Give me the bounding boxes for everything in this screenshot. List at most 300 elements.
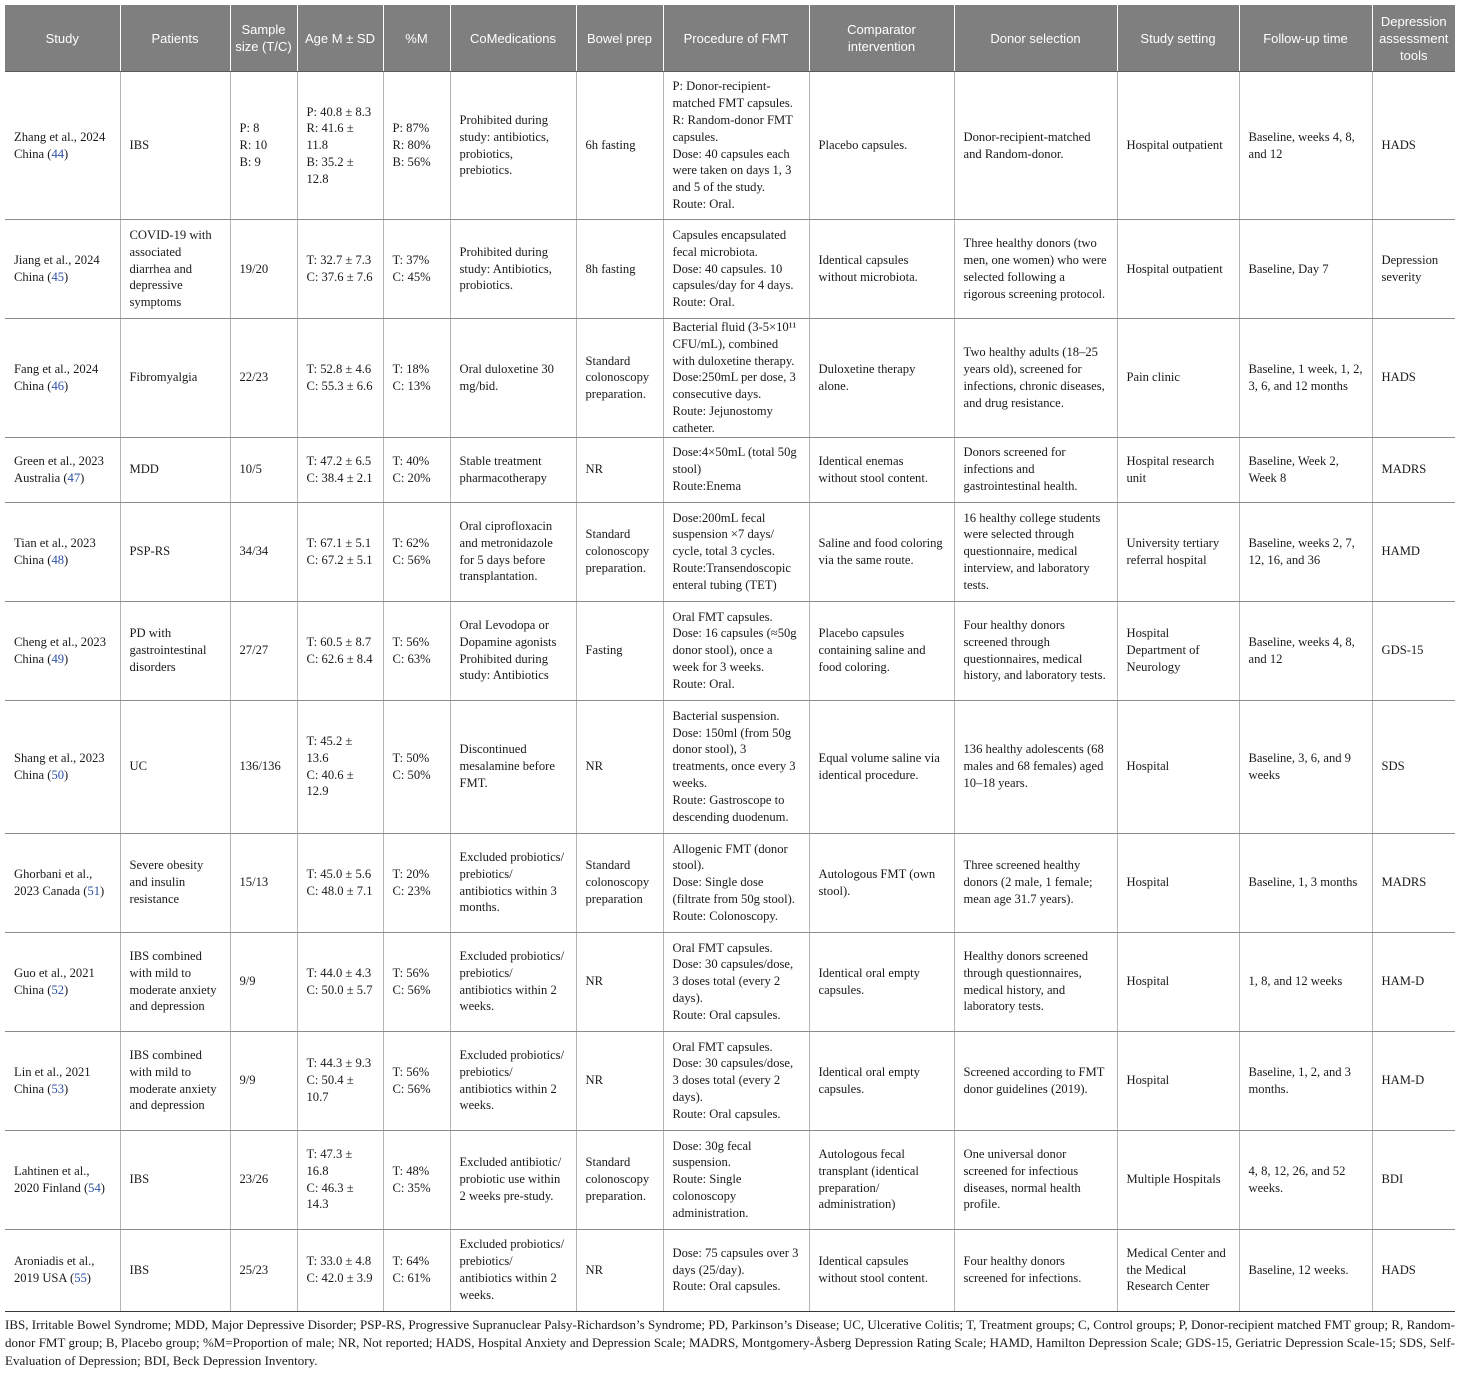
- procedure-cell: [663, 1229, 809, 1311]
- donor-selection-cell: Three healthy donors (two men, one women) who were selected following a rigorous screening protocol.: [954, 220, 1117, 319]
- age-cell: [297, 72, 383, 220]
- depression-tools-cell: HAM-D: [1372, 932, 1455, 1031]
- cell-line: 136/136: [239, 759, 281, 774]
- patients-cell: MDD: [120, 437, 230, 502]
- comparator-cell: Duloxetine therapy alone.: [809, 319, 954, 438]
- cell-line: R: 41.6 ± 11.8: [306, 121, 354, 153]
- study-setting-cell: Medical Center and the Medical Research Center: [1117, 1229, 1239, 1311]
- donor-selection-cell: Screened according to FMT donor guidelines (2019).: [954, 1031, 1117, 1130]
- comedications-cell: Prohibited during study: Antibiotics, probiotics.: [450, 220, 576, 319]
- cell-line: Dose: 150ml (from 50g donor stool), 3 treatments, once every 3 weeks.: [672, 725, 796, 790]
- follow-up-cell: Baseline, weeks 4, 8, and 12: [1239, 72, 1372, 220]
- age-cell: [297, 319, 383, 438]
- patients-cell: IBS: [120, 1130, 230, 1229]
- cell-line: R: 10: [239, 138, 268, 153]
- male-pct-cell: [383, 72, 450, 220]
- bowel-prep-cell: Standard colonoscopy preparation.: [576, 502, 663, 601]
- table-footnote: IBS, Irritable Bowel Syndrome; MDD, Major Depressive Disorder; PSP-RS, Progressive Supranuclear Palsy-Richardson’s Syndrome; PD, Parkinson’s Disease; UC, Ulcerative Colitis; T, Treatment groups; C, Control groups; P, Donor-recipient matched FMT group; R, Random-donor FMT group; B, Placebo group; %M=Proportion of male; NR, Not reported; HADS, Hospital Anxiety and Depression Scale; MADRS, Montgomery-Åsberg Depression Rating Scale; HAMD, Hamilton Depression Scale; GDS-15, Geriatric Depression Scale-15; SDS, Self-Evaluation of Depression; BDI, Beck Depression Inventory.: [5, 1316, 1455, 1368]
- cell-line: 25/23: [239, 1262, 269, 1277]
- col-header-male-pct: %M: [383, 5, 450, 72]
- follow-up-cell: Baseline, weeks 2, 7, 12, 16, and 36: [1239, 502, 1372, 601]
- male-pct-cell: [383, 700, 450, 833]
- comparator-cell: Autologous FMT (own stool).: [809, 833, 954, 932]
- cell-line: B: 9: [239, 154, 261, 169]
- study-cell: Fang et al., 2024 China (46): [5, 319, 120, 438]
- table-body: [5, 72, 1455, 1312]
- table-row: [5, 319, 1455, 438]
- cell-line: Route:Transendoscopic enteral tubing (TET): [672, 560, 791, 592]
- male-pct-cell: [383, 1031, 450, 1130]
- cell-line: R: 80%: [392, 138, 431, 153]
- study-setting-cell: Hospital: [1117, 700, 1239, 833]
- patients-cell: COVID-19 with associated diarrhea and depressive symptoms: [120, 220, 230, 319]
- study-setting-cell: Hospital: [1117, 932, 1239, 1031]
- cell-line: T: 40%: [392, 453, 430, 468]
- age-cell: [297, 1229, 383, 1311]
- procedure-cell: [663, 502, 809, 601]
- reference-link[interactable]: 50: [51, 767, 65, 782]
- reference-link[interactable]: 44: [51, 146, 65, 161]
- cell-line: Oral FMT capsules.: [672, 940, 773, 955]
- cell-line: 34/34: [239, 544, 269, 559]
- sample-size-cell: [230, 700, 297, 833]
- bowel-prep-cell: Standard colonoscopy preparation: [576, 833, 663, 932]
- cell-line: Dose: 40 capsules each were taken on days 1, 3 and 5 of the study.: [672, 146, 792, 195]
- donor-selection-cell: 136 healthy adolescents (68 males and 68 females) aged 10–18 years.: [954, 700, 1117, 833]
- patients-cell: Severe obesity and insulin resistance: [120, 833, 230, 932]
- male-pct-cell: [383, 601, 450, 700]
- cell-line: T: 50%: [392, 750, 430, 765]
- patients-cell: IBS combined with mild to moderate anxiety and depression: [120, 932, 230, 1031]
- comparator-cell: Equal volume saline via identical procedure.: [809, 700, 954, 833]
- cell-line: Capsules encapsulated fecal microbiota.: [672, 228, 787, 259]
- study-setting-cell: Hospital outpatient: [1117, 72, 1239, 220]
- procedure-cell: [663, 319, 809, 438]
- depression-tools-cell: HAM-D: [1372, 1031, 1455, 1130]
- cell-line: C: 45%: [392, 270, 431, 284]
- study-name: Cheng et al., 2023 China: [14, 634, 106, 666]
- study-name: Fang et al., 2024 China: [14, 361, 99, 393]
- table-row: [5, 1130, 1455, 1229]
- cell-line: Allogenic FMT (donor stool).: [672, 841, 788, 873]
- sample-size-cell: [230, 220, 297, 319]
- reference-link[interactable]: 52: [51, 982, 65, 997]
- bowel-prep-cell: NR: [576, 437, 663, 502]
- cell-line: 22/23: [239, 370, 269, 385]
- cell-line: C: 50%: [392, 767, 431, 782]
- procedure-cell: [663, 220, 809, 319]
- comparator-cell: Identical capsules without microbiota.: [809, 220, 954, 319]
- header-row: [5, 5, 1455, 72]
- col-header-depression-tools: Depression assessment tools: [1372, 5, 1455, 72]
- bowel-prep-cell: NR: [576, 1229, 663, 1311]
- study-cell: Tian et al., 2023 China (48): [5, 502, 120, 601]
- cell-line: 15/13: [239, 875, 269, 890]
- cell-line: T: 44.3 ± 9.3: [306, 1056, 372, 1071]
- depression-tools-cell: Depression severity: [1372, 220, 1455, 319]
- male-pct-cell: [383, 220, 450, 319]
- cell-line: T: 48%: [392, 1163, 430, 1178]
- col-header-donor-selection: Donor selection: [954, 5, 1117, 72]
- study-name: Zhang et al., 2024 China: [14, 129, 106, 161]
- sample-size-cell: [230, 1031, 297, 1130]
- male-pct-cell: [383, 437, 450, 502]
- cell-line: C: 35%: [392, 1180, 431, 1195]
- cell-line: Route: Jejunostomy catheter.: [672, 403, 773, 435]
- cell-line: T: 60.5 ± 8.7: [306, 634, 372, 649]
- procedure-cell: [663, 700, 809, 833]
- comparator-cell: Identical enemas without stool content.: [809, 437, 954, 502]
- depression-tools-cell: HADS: [1372, 1229, 1455, 1311]
- reference-link[interactable]: 49: [51, 651, 65, 666]
- col-header-follow-up: Follow-up time: [1239, 5, 1372, 72]
- cell-line: 27/27: [239, 643, 269, 658]
- study-cell: Lahtinen et al., 2020 Finland (54): [5, 1130, 120, 1229]
- cell-line: Route: Oral.: [672, 295, 735, 310]
- study-name: Guo et al., 2021 China: [14, 965, 95, 997]
- cell-line: Oral FMT capsules.: [672, 609, 773, 624]
- cell-line: C: 23%: [392, 883, 431, 898]
- reference-link[interactable]: 46: [51, 378, 65, 393]
- cell-line: Route: Oral capsules.: [672, 1106, 781, 1121]
- cell-line: Dose: 40 capsules. 10 capsules/day for 4 days.: [672, 261, 794, 293]
- cell-line: T: 47.3 ± 16.8: [306, 1146, 353, 1178]
- study-characteristics-table: [5, 5, 1455, 1312]
- cell-line: T: 62%: [392, 535, 430, 550]
- sample-size-cell: [230, 1229, 297, 1311]
- donor-selection-cell: Two healthy adults (18–25 years old), screened for infections, chronic diseases, and drug resistance.: [954, 319, 1117, 438]
- cell-line: T: 56%: [392, 965, 430, 980]
- cell-line: P: 87%: [392, 121, 430, 136]
- sample-size-cell: [230, 833, 297, 932]
- comparator-cell: Placebo capsules containing saline and food coloring.: [809, 601, 954, 700]
- cell-line: 10/5: [239, 462, 262, 477]
- table-container: [5, 5, 1455, 1370]
- age-cell: [297, 833, 383, 932]
- study-name: Tian et al., 2023 China: [14, 535, 96, 567]
- study-name: Shang et al., 2023 China: [14, 750, 105, 782]
- cell-line: T: 32.7 ± 7.3: [306, 253, 372, 268]
- comedications-cell: Oral duloxetine 30 mg/bid.: [450, 319, 576, 438]
- comparator-cell: Identical capsules without stool content.: [809, 1229, 954, 1311]
- cell-line: T: 33.0 ± 4.8: [306, 1254, 372, 1269]
- study-name: Lin et al., 2021 China: [14, 1064, 91, 1096]
- donor-selection-cell: One universal donor screened for infectious diseases, normal health profile.: [954, 1130, 1117, 1229]
- col-header-study: Study: [5, 5, 120, 72]
- sample-size-cell: [230, 1130, 297, 1229]
- col-header-comedications: CoMedications: [450, 5, 576, 72]
- donor-selection-cell: Four healthy donors screened for infections.: [954, 1229, 1117, 1311]
- sample-size-cell: [230, 932, 297, 1031]
- cell-line: B: 56%: [392, 154, 431, 169]
- table-row: [5, 502, 1455, 601]
- cell-line: C: 56%: [392, 1081, 431, 1096]
- cell-line: C: 42.0 ± 3.9: [306, 1271, 373, 1286]
- cell-line: Dose: 30g fecal suspension.: [672, 1138, 752, 1170]
- age-cell: [297, 601, 383, 700]
- follow-up-cell: 1, 8, and 12 weeks: [1239, 932, 1372, 1031]
- cell-line: C: 20%: [392, 470, 431, 485]
- comedications-cell: Stable treatment pharmacotherapy: [450, 437, 576, 502]
- comedications-cell: Prohibited during study: antibiotics, probiotics, prebiotics.: [450, 72, 576, 220]
- table-row: [5, 72, 1455, 220]
- cell-line: Route: Oral.: [672, 196, 735, 211]
- procedure-cell: [663, 437, 809, 502]
- cell-line: Route: Oral.: [672, 676, 735, 691]
- donor-selection-cell: Four healthy donors screened through questionnaires, medical history, and laboratory tests.: [954, 601, 1117, 700]
- cell-line: C: 55.3 ± 6.6: [306, 378, 373, 393]
- cell-line: T: 64%: [392, 1254, 430, 1269]
- follow-up-cell: Baseline, 1, 2, and 3 months.: [1239, 1031, 1372, 1130]
- cell-line: Dose: 75 capsules over 3 days (25/day).: [672, 1245, 799, 1277]
- cell-line: Route: Oral capsules.: [672, 1007, 781, 1022]
- comparator-cell: Identical oral empty capsules.: [809, 932, 954, 1031]
- study-cell: Cheng et al., 2023 China (49): [5, 601, 120, 700]
- procedure-cell: [663, 1130, 809, 1229]
- follow-up-cell: Baseline, Day 7: [1239, 220, 1372, 319]
- depression-tools-cell: MADRS: [1372, 437, 1455, 502]
- cell-line: Route: Gastroscope to descending duodenum.: [672, 792, 789, 824]
- reference-link[interactable]: 47: [67, 470, 81, 485]
- study-setting-cell: Multiple Hospitals: [1117, 1130, 1239, 1229]
- bowel-prep-cell: NR: [576, 932, 663, 1031]
- follow-up-cell: Baseline, Week 2, Week 8: [1239, 437, 1372, 502]
- depression-tools-cell: HADS: [1372, 319, 1455, 438]
- patients-cell: PD with gastrointestinal disorders: [120, 601, 230, 700]
- procedure-cell: [663, 72, 809, 220]
- cell-line: C: 56%: [392, 982, 431, 997]
- bowel-prep-cell: Standard colonoscopy preparation.: [576, 319, 663, 438]
- col-header-study-setting: Study setting: [1117, 5, 1239, 72]
- study-name: Lahtinen et al., 2020 Finland: [14, 1163, 90, 1195]
- cell-line: 9/9: [239, 974, 256, 989]
- cell-line: C: 13%: [392, 378, 431, 393]
- reference-link[interactable]: 48: [51, 552, 65, 567]
- comedications-cell: Excluded probiotics/ prebiotics/ antibiotics within 2 weeks.: [450, 1229, 576, 1311]
- col-header-age: Age M ± SD: [297, 5, 383, 72]
- cell-line: T: 56%: [392, 1064, 430, 1079]
- follow-up-cell: Baseline, 1 week, 1, 2, 3, 6, and 12 months: [1239, 319, 1372, 438]
- cell-line: C: 40.6 ± 12.9: [306, 767, 354, 799]
- study-cell: Jiang et al., 2024 China (45): [5, 220, 120, 319]
- bowel-prep-cell: Fasting: [576, 601, 663, 700]
- donor-selection-cell: Donors screened for infections and gastrointestinal health.: [954, 437, 1117, 502]
- cell-line: C: 56%: [392, 552, 431, 567]
- study-cell: Ghorbani et al., 2023 Canada (51): [5, 833, 120, 932]
- follow-up-cell: Baseline, 1, 3 months: [1239, 833, 1372, 932]
- bowel-prep-cell: 8h fasting: [576, 220, 663, 319]
- cell-line: Route: Single colonoscopy administration.: [672, 1172, 749, 1220]
- cell-line: 19/20: [239, 261, 269, 276]
- study-setting-cell: Hospital research unit: [1117, 437, 1239, 502]
- table-row: [5, 437, 1455, 502]
- follow-up-cell: 4, 8, 12, 26, and 52 weeks.: [1239, 1130, 1372, 1229]
- comparator-cell: Autologous fecal transplant (identical preparation/ administration): [809, 1130, 954, 1229]
- cell-line: C: 46.3 ± 14.3: [306, 1180, 354, 1212]
- age-cell: [297, 932, 383, 1031]
- table-row: [5, 220, 1455, 319]
- patients-cell: UC: [120, 700, 230, 833]
- procedure-cell: [663, 833, 809, 932]
- procedure-cell: [663, 1031, 809, 1130]
- age-cell: [297, 1130, 383, 1229]
- male-pct-cell: [383, 833, 450, 932]
- procedure-cell: [663, 932, 809, 1031]
- cell-line: Route: Colonoscopy.: [672, 908, 779, 923]
- comedications-cell: Discontinued mesalamine before FMT.: [450, 700, 576, 833]
- cell-line: Bacterial fluid (3-5×10¹¹ CFU/mL), combined with duloxetine therapy.: [672, 320, 797, 368]
- cell-line: T: 20%: [392, 866, 430, 881]
- study-setting-cell: Hospital: [1117, 833, 1239, 932]
- bowel-prep-cell: Standard colonoscopy preparation.: [576, 1130, 663, 1229]
- procedure-cell: [663, 601, 809, 700]
- comedications-cell: Oral Levodopa or Dopamine agonists Prohibited during study: Antibiotics: [450, 601, 576, 700]
- patients-cell: PSP-RS: [120, 502, 230, 601]
- cell-line: Dose:250mL per dose, 3 consecutive days.: [672, 370, 796, 402]
- comedications-cell: Oral ciprofloxacin and metronidazole for 5 days before transplantation.: [450, 502, 576, 601]
- cell-line: Dose: 30 capsules/dose, 3 doses total (every 2 days).: [672, 957, 794, 1005]
- patients-cell: IBS: [120, 1229, 230, 1311]
- comedications-cell: Excluded probiotics/ prebiotics/ antibiotics within 2 weeks.: [450, 932, 576, 1031]
- cell-line: Oral FMT capsules.: [672, 1039, 773, 1054]
- study-name: Aroniadis et al., 2019 USA: [14, 1254, 95, 1286]
- col-header-bowel-prep: Bowel prep: [576, 5, 663, 72]
- sample-size-cell: [230, 437, 297, 502]
- col-header-patients: Patients: [120, 5, 230, 72]
- cell-line: T: 67.1 ± 5.1: [306, 535, 372, 550]
- comedications-cell: Excluded antibiotic/ probiotic use within 2 weeks pre-study.: [450, 1130, 576, 1229]
- cell-line: Route: Oral capsules.: [672, 1279, 781, 1294]
- study-setting-cell: Hospital outpatient: [1117, 220, 1239, 319]
- cell-line: 9/9: [239, 1073, 256, 1088]
- study-cell: Green et al., 2023 Australia (47): [5, 437, 120, 502]
- cell-line: Bacterial suspension.: [672, 708, 780, 723]
- male-pct-cell: [383, 1229, 450, 1311]
- comedications-cell: Excluded probiotics/ prebiotics/ antibiotics within 3 months.: [450, 833, 576, 932]
- depression-tools-cell: HAMD: [1372, 502, 1455, 601]
- follow-up-cell: Baseline, weeks 4, 8, and 12: [1239, 601, 1372, 700]
- cell-line: T: 45.0 ± 5.6: [306, 866, 372, 881]
- table-row: [5, 833, 1455, 932]
- cell-line: C: 50.4 ± 10.7: [306, 1073, 354, 1104]
- male-pct-cell: [383, 1130, 450, 1229]
- cell-line: P: 40.8 ± 8.3: [306, 104, 372, 119]
- comparator-cell: Placebo capsules.: [809, 72, 954, 220]
- table-row: [5, 1229, 1455, 1311]
- donor-selection-cell: Three screened healthy donors (2 male, 1 female; mean age 31.7 years).: [954, 833, 1117, 932]
- cell-line: T: 18%: [392, 361, 430, 376]
- sample-size-cell: [230, 502, 297, 601]
- col-header-procedure: Procedure of FMT: [663, 5, 809, 72]
- reference-link[interactable]: 51: [87, 883, 101, 898]
- study-name: Ghorbani et al., 2023 Canada: [14, 866, 93, 898]
- study-name: Jiang et al., 2024 China: [14, 253, 100, 284]
- age-cell: [297, 1031, 383, 1130]
- age-cell: [297, 220, 383, 319]
- study-name: Green et al., 2023 Australia: [14, 453, 104, 485]
- cell-line: C: 48.0 ± 7.1: [306, 883, 373, 898]
- cell-line: C: 67.2 ± 5.1: [306, 552, 373, 567]
- cell-line: T: 44.0 ± 4.3: [306, 965, 372, 980]
- cell-line: T: 45.2 ± 13.6: [306, 733, 353, 765]
- study-setting-cell: Hospital: [1117, 1031, 1239, 1130]
- cell-line: T: 52.8 ± 4.6: [306, 361, 372, 376]
- patients-cell: Fibromyalgia: [120, 319, 230, 438]
- depression-tools-cell: SDS: [1372, 700, 1455, 833]
- comparator-cell: Saline and food coloring via the same route.: [809, 502, 954, 601]
- cell-line: Dose: 16 capsules (≈50g donor stool), once a week for 3 weeks.: [672, 626, 797, 674]
- comedications-cell: Excluded probiotics/ prebiotics/ antibiotics within 2 weeks.: [450, 1031, 576, 1130]
- cell-line: P: Donor-recipient-matched FMT capsules.: [672, 79, 793, 111]
- bowel-prep-cell: NR: [576, 1031, 663, 1130]
- bowel-prep-cell: NR: [576, 700, 663, 833]
- study-cell: Lin et al., 2021 China (53): [5, 1031, 120, 1130]
- study-cell: Guo et al., 2021 China (52): [5, 932, 120, 1031]
- sample-size-cell: [230, 601, 297, 700]
- cell-line: Dose:4×50mL (total 50g stool): [672, 445, 797, 477]
- study-setting-cell: University tertiary referral hospital: [1117, 502, 1239, 601]
- age-cell: [297, 437, 383, 502]
- col-header-sample-size: Sample size (T/C): [230, 5, 297, 72]
- cell-line: P: 8: [239, 121, 260, 136]
- patients-cell: IBS combined with mild to moderate anxiety and depression: [120, 1031, 230, 1130]
- sample-size-cell: [230, 72, 297, 220]
- col-header-comparator: Comparator intervention: [809, 5, 954, 72]
- study-cell: Shang et al., 2023 China (50): [5, 700, 120, 833]
- cell-line: T: 47.2 ± 6.5: [306, 453, 372, 468]
- male-pct-cell: [383, 319, 450, 438]
- table-row: [5, 700, 1455, 833]
- depression-tools-cell: BDI: [1372, 1130, 1455, 1229]
- study-setting-cell: Pain clinic: [1117, 319, 1239, 438]
- cell-line: Route:Enema: [672, 478, 742, 493]
- cell-line: C: 61%: [392, 1271, 431, 1286]
- cell-line: T: 37%: [392, 253, 430, 268]
- study-cell: Zhang et al., 2024 China (44): [5, 72, 120, 220]
- table-row: [5, 1031, 1455, 1130]
- table-row: [5, 932, 1455, 1031]
- cell-line: C: 63%: [392, 651, 431, 666]
- reference-link[interactable]: 54: [88, 1180, 101, 1195]
- sample-size-cell: [230, 319, 297, 438]
- bowel-prep-cell: 6h fasting: [576, 72, 663, 220]
- donor-selection-cell: 16 healthy college students were selected through questionnaire, medical interview, and laboratory tests.: [954, 502, 1117, 601]
- follow-up-cell: Baseline, 3, 6, and 9 weeks: [1239, 700, 1372, 833]
- reference-link[interactable]: 55: [74, 1271, 87, 1286]
- age-cell: [297, 502, 383, 601]
- cell-line: C: 38.4 ± 2.1: [306, 470, 373, 485]
- study-setting-cell: Hospital Department of Neurology: [1117, 601, 1239, 700]
- cell-line: Dose:200mL fecal suspension ×7 days/ cycle, total 3 cycles.: [672, 510, 775, 559]
- cell-line: R: Random-donor FMT capsules.: [672, 112, 793, 144]
- donor-selection-cell: Donor-recipient-matched and Random-donor.: [954, 72, 1117, 220]
- depression-tools-cell: MADRS: [1372, 833, 1455, 932]
- cell-line: Dose: 30 capsules/dose, 3 doses total (every 2 days).: [672, 1056, 794, 1104]
- cell-line: Dose: Single dose (filtrate from 50g stool).: [672, 875, 795, 906]
- cell-line: C: 62.6 ± 8.4: [306, 651, 373, 666]
- follow-up-cell: Baseline, 12 weeks.: [1239, 1229, 1372, 1311]
- reference-link[interactable]: 53: [51, 1081, 65, 1096]
- cell-line: 23/26: [239, 1172, 269, 1187]
- comparator-cell: Identical oral empty capsules.: [809, 1031, 954, 1130]
- age-cell: [297, 700, 383, 833]
- study-cell: Aroniadis et al., 2019 USA (55): [5, 1229, 120, 1311]
- cell-line: T: 56%: [392, 634, 430, 649]
- donor-selection-cell: Healthy donors screened through questionnaires, medical history, and laboratory tests.: [954, 932, 1117, 1031]
- cell-line: C: 50.0 ± 5.7: [306, 982, 373, 997]
- reference-link[interactable]: 45: [51, 270, 65, 284]
- male-pct-cell: [383, 502, 450, 601]
